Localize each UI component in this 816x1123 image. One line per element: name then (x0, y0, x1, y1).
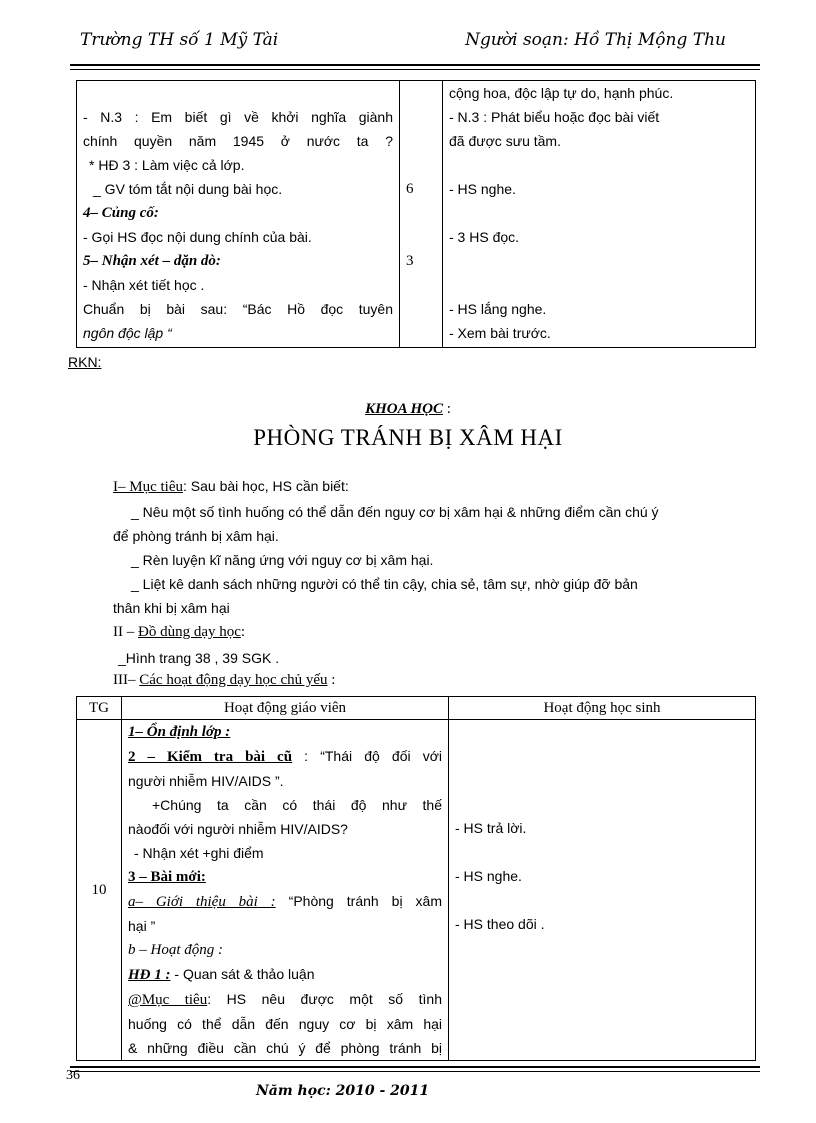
teacher-line: chính quyền năm 1945 ở nước ta ? (83, 133, 393, 149)
teacher-line: Chuẩn bị bài sau: “Bác Hồ đọc tuyên (83, 301, 393, 317)
student-line: - HS lắng nghe. (449, 301, 547, 317)
student-line: cộng hoa, độc lập tự do, hạnh phúc. (449, 85, 674, 101)
student-activity-cell (449, 720, 756, 1061)
time-cell (400, 81, 443, 348)
teacher-line: - Gọi HS đọc nội dung chính của bài. (83, 229, 312, 245)
footer-rule-thin (70, 1071, 760, 1072)
student-line: đã được sưu tầm. (449, 133, 561, 149)
footer-rule (70, 1066, 760, 1068)
student-line: - 3 HS đọc. (449, 229, 520, 245)
teacher-activity-cell (77, 81, 400, 348)
col-header-student: Hoạt động học sinh (449, 697, 756, 720)
materials-heading-label: Đồ dùng dạy học (138, 624, 241, 640)
student-line: - HS trả lời. (455, 820, 527, 836)
objectives-heading (113, 478, 349, 496)
teacher-line: huống có thể dẫn đến nguy cơ bị xâm hại (128, 1016, 442, 1032)
student-activity-cell (443, 81, 756, 348)
subject-colon: : (443, 401, 451, 417)
activities-prefix: III– (113, 672, 140, 688)
activities-table (76, 696, 756, 1061)
student-line: - Xem bài trước. (449, 325, 551, 341)
subject-line (0, 401, 816, 418)
teacher-line: - N.3 : Em biết gì về khởi nghĩa giành (83, 109, 393, 125)
section-review-old-lesson: 2 – Kiểm tra bài cũ (128, 749, 293, 765)
materials-heading (113, 624, 245, 641)
section-new-lesson: 3 – Bài mới: (128, 869, 206, 885)
student-line: - N.3 : Phát biểu hoặc đọc bài viết (449, 109, 660, 125)
teacher-line: & những điều cần chú ý để phòng tránh bị (128, 1040, 442, 1056)
subject-name: KHOA HỌC (365, 401, 443, 417)
teacher-line: : HS nêu được một số tình (207, 991, 442, 1007)
teacher-line: : “Thái độ đối với (292, 748, 442, 764)
teacher-line: ngôn độc lập “ (83, 325, 172, 341)
footer-school-year: Năm học: 2010 - 2011 (256, 1083, 430, 1099)
header-rule (70, 64, 760, 66)
section-class-organization: 1– Ổn định lớp : (128, 724, 231, 740)
lesson-title: PHÒNG TRÁNH BỊ XÂM HẠI (253, 425, 563, 450)
intro-label: a– Giới thiệu bài : (128, 894, 276, 910)
hd1-label: HĐ 1 : (128, 967, 171, 983)
teacher-line: - Quan sát & thảo luận (170, 966, 315, 982)
rkn-label: RKN: (68, 354, 102, 370)
materials-prefix: II – (113, 624, 138, 640)
objective-3a: _ Liệt kê danh sách những người có thể tin cậy, chia sẻ, tâm sự, nhờ giúp đỡ bản (131, 576, 638, 592)
teacher-line: - Nhận xét +ghi điểm (134, 845, 264, 861)
time-value: 6 (406, 181, 414, 197)
time-cell (77, 720, 122, 1061)
objective-label: @Mục tiêu (128, 992, 208, 1008)
section-consolidation: 4– Củng cố: (83, 205, 159, 221)
col-header-teacher: Hoạt động giáo viên (122, 697, 449, 720)
objective-1b: để phòng tránh bị xâm hại. (113, 528, 279, 544)
materials-item: _Hình trang 38 , 39 SGK . (118, 650, 280, 666)
section-review: 5– Nhận xét – dặn dò: (83, 253, 221, 269)
activity-label: b – Hoạt động : (128, 942, 223, 958)
lesson-table-continued (76, 80, 756, 348)
objectives-heading-rest: : Sau bài học, HS cần biết: (182, 478, 349, 494)
objective-3b: thân khi bị xâm hại (113, 600, 230, 616)
time-value: 3 (406, 253, 414, 269)
header-school: Trường TH số 1 Mỹ Tài (80, 30, 279, 50)
teacher-line: hại ” (128, 918, 156, 934)
activities-heading-rest: : (327, 672, 336, 688)
teacher-line: “Phòng tránh bị xâm (275, 893, 442, 909)
page-number: 36 (66, 1068, 80, 1083)
teacher-line: +Chúng ta cần có thái độ như thế (152, 797, 442, 813)
teacher-line: nàođối với người nhiễm HIV/AIDS? (128, 821, 348, 837)
teacher-line: - Nhận xét tiết học . (83, 277, 205, 293)
teacher-line-hd3: * HĐ 3 : Làm việc cả lớp. (89, 157, 245, 173)
objective-2: _ Rèn luyện kĩ năng ứng với nguy cơ bị xâm hại. (131, 552, 434, 568)
student-line: - HS nghe. (455, 868, 522, 884)
time-value: 10 (91, 882, 107, 898)
col-header-time: TG (77, 697, 122, 720)
objectives-body (113, 500, 753, 620)
activities-heading (113, 672, 335, 689)
materials-heading-rest: : (240, 624, 246, 640)
header-rule-thin (70, 69, 760, 70)
student-line: - HS nghe. (449, 181, 516, 197)
teacher-activity-cell (122, 720, 449, 1061)
student-line: - HS theo dõi . (455, 916, 545, 932)
teacher-line: _ GV tóm tắt nội dung bài học. (93, 181, 283, 197)
activities-heading-label: Các hoạt động dạy học chủ yếu (139, 672, 328, 688)
objective-1a: _ Nêu một số tình huống có thể dẫn đến nguy cơ bị xâm hại & những điểm cần chú ý (131, 504, 659, 520)
teacher-line: người nhiễm HIV/AIDS ”. (128, 773, 284, 789)
objectives-heading-label: I– Mục tiêu (113, 479, 183, 495)
header-author: Người soạn: Hồ Thị Mộng Thu (465, 30, 726, 50)
